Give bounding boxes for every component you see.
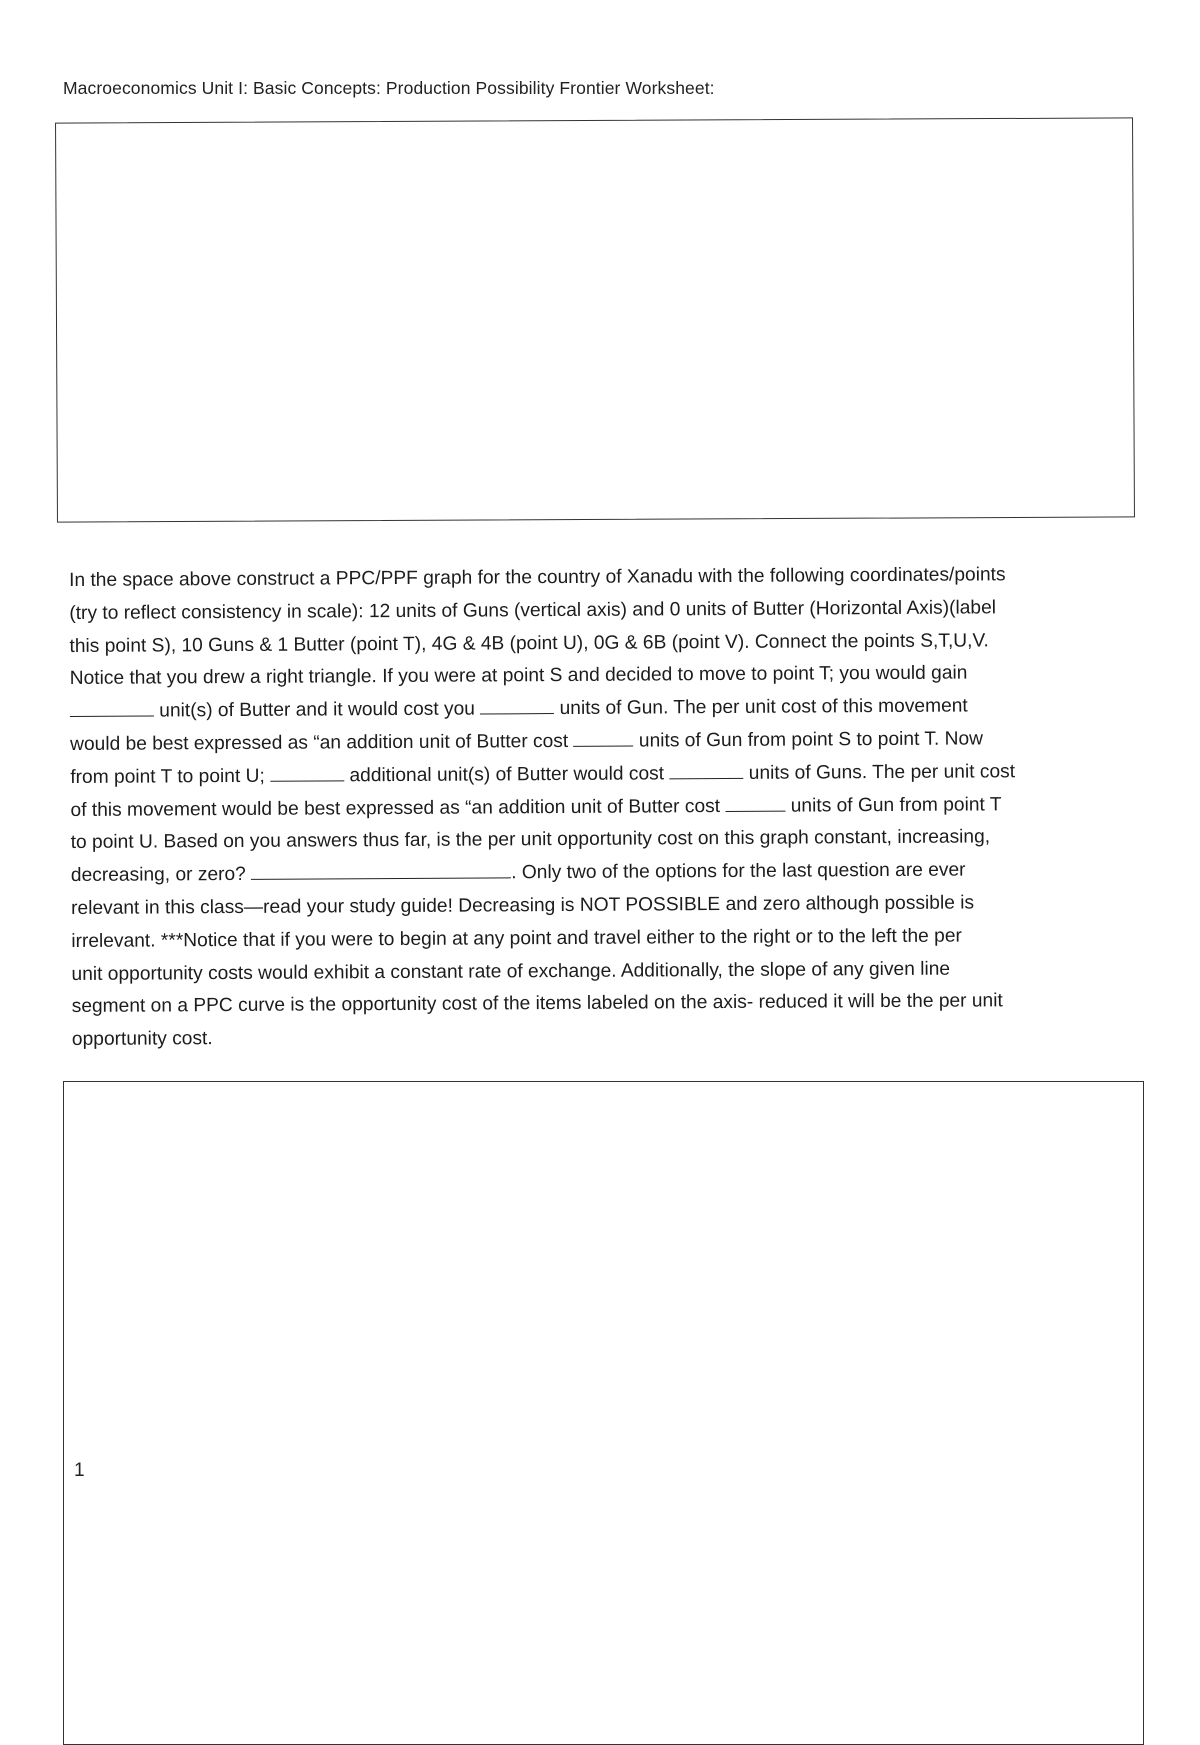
text-line: unit(s) of Butter and it would cost you units of Gun. The per unit cost of this movement — [70, 690, 1130, 729]
text-line: Notice that you drew a right triangle. If you were at point S and decided to move to point T; you would gain — [69, 662, 968, 690]
worksheet-instructions — [69, 559, 1132, 1057]
text-line: this point S), 10 Guns & 1 Butter (point T), 4G & 4B (point U), 0G & 6B (point V). Connect the points S,T,U,V. — [69, 629, 989, 657]
answer-blank-additional-butter[interactable] — [270, 762, 344, 781]
text-line: of this movement would be best expressed as “an addition unit of Butter cost units of Gun from point T — [70, 793, 1002, 821]
text-line: In the space above construct a PPC/PPF graph for the country of Xanadu with the following coordinates/points — [69, 564, 1006, 591]
text-line: segment on a PPC curve is the opportunity cost of the items labeled on the axis- reduced it will be the per unit — [71, 990, 1003, 1018]
text-line: irrelevant. ***Notice that if you were to begin at any point and travel either to the right or to the left the per — [71, 925, 962, 952]
text-line: opportunity cost. — [71, 1028, 213, 1051]
graph-drawing-area-top[interactable] — [55, 117, 1135, 522]
graph-drawing-area-bottom[interactable] — [63, 1081, 1144, 1745]
text-line: unit opportunity costs would exhibit a constant rate of exchange. Additionally, the slope of any given line — [71, 958, 951, 985]
answer-blank-cost-type[interactable] — [251, 859, 511, 880]
text-line: would be best expressed as “an addition unit of Butter cost units of Gun from point S to point T. Now — [70, 728, 984, 755]
text-line: relevant in this class—read your study guide! Decreasing is NOT POSSIBLE and zero although possible is — [71, 892, 975, 919]
page-title: Macroeconomics Unit I: Basic Concepts: Production Possibility Frontier Worksheet: — [63, 78, 715, 98]
answer-blank-gun-cost[interactable] — [480, 695, 554, 714]
answer-blank-guns-cost[interactable] — [669, 760, 743, 779]
text-line: from point T to point U; additional unit(s) of Butter would cost units of Guns. The per unit cost — [70, 761, 1016, 788]
text-line: decreasing, or zero? . Only two of the options for the last question are ever — [70, 859, 966, 887]
text-line: (try to reflect consistency in scale): 12 units of Guns (vertical axis) and 0 units of Butter (Horizontal Axis)(label — [69, 597, 997, 624]
text-line: to point U. Based on you answers thus far, is the per unit opportunity cost on this graph constant, increasing, — [70, 826, 991, 854]
answer-blank-per-unit-cost-st[interactable] — [573, 728, 633, 747]
answer-blank-butter-gain[interactable] — [70, 698, 154, 718]
page-number: 1 — [74, 1460, 85, 1481]
answer-blank-per-unit-cost-tu[interactable] — [725, 792, 785, 811]
